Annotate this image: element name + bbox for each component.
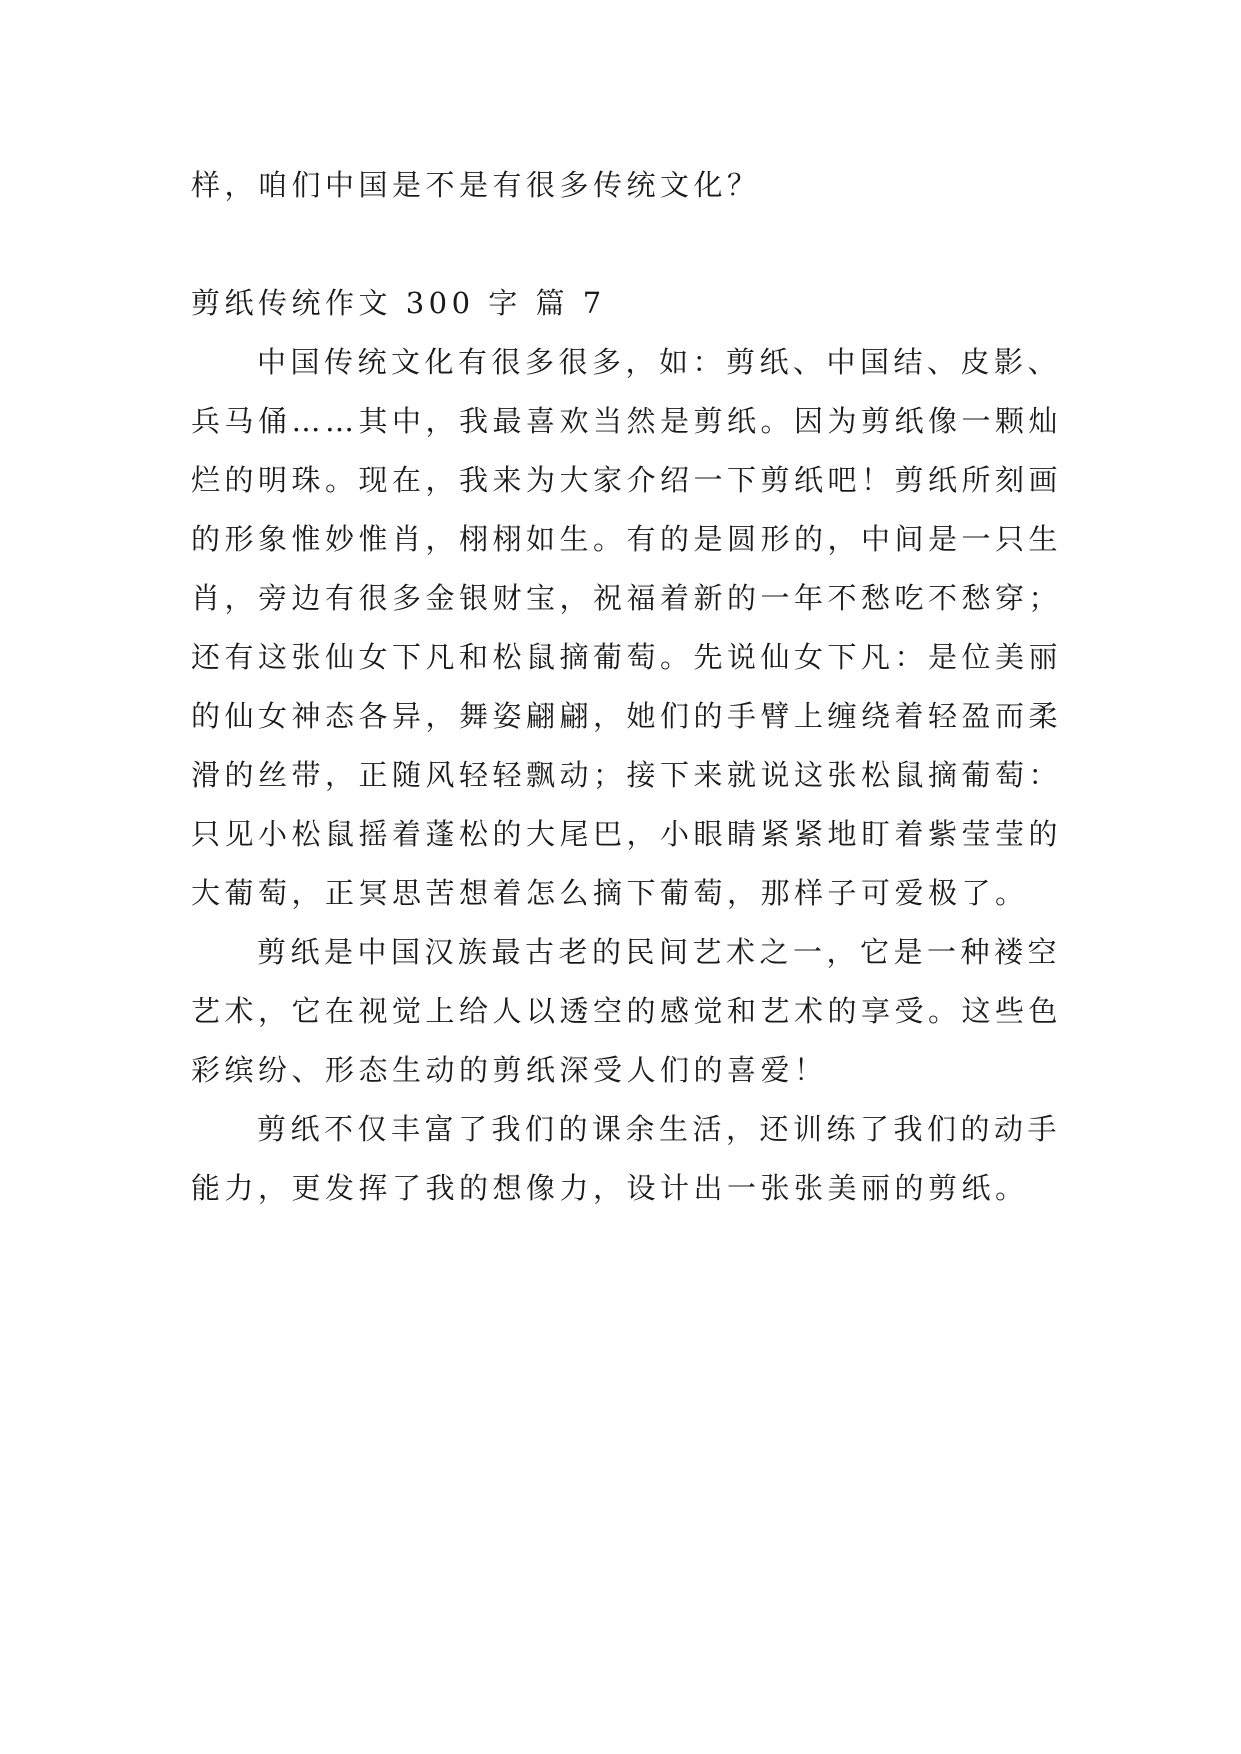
- paragraph-1: [191, 333, 1063, 923]
- text-line: 烂的明珠。现在，我来为大家介绍一下剪纸吧！剪纸所刻画: [191, 463, 1063, 497]
- text-line: 还有这张仙女下凡和松鼠摘葡萄。先说仙女下凡：是位美丽: [191, 640, 1063, 674]
- text-line: 滑的丝带，正随风轻轻飘动；接下来就说这张松鼠摘葡萄：: [191, 758, 1063, 792]
- paragraph-2: [191, 923, 1063, 1100]
- text-line: 剪纸不仅丰富了我们的课余生活，还训练了我们的动手: [257, 1112, 1062, 1146]
- essay-body: [191, 333, 1063, 1218]
- text-line: 样，咱们中国是不是有很多传统文化？: [191, 168, 761, 202]
- text-line: 的形象惟妙惟肖，栩栩如生。有的是圆形的，中间是一只生: [191, 522, 1063, 556]
- text-line: 兵马俑……其中，我最喜欢当然是剪纸。因为剪纸像一颗灿: [191, 404, 1063, 438]
- text-line: 艺术，它在视觉上给人以透空的感觉和艺术的享受。这些色: [191, 994, 1063, 1028]
- text-line: 彩缤纷、形态生动的剪纸深受人们的喜爱！: [191, 1053, 828, 1087]
- paragraph-3: [191, 1100, 1062, 1218]
- text-line: 大葡萄，正冥思苦想着怎么摘下葡萄，那样子可爱极了。: [191, 876, 1029, 910]
- text-line: 只见小松鼠摇着蓬松的大尾巴，小眼睛紧紧地盯着紫莹莹的: [191, 817, 1063, 851]
- text-line: 肖，旁边有很多金银财宝，祝福着新的一年不愁吃不愁穿；: [191, 581, 1063, 615]
- text-line: 中国传统文化有很多很多，如：剪纸、中国结、皮影、: [257, 345, 1062, 379]
- text-line: 的仙女神态各异，舞姿翩翩，她们的手臂上缠绕着轻盈而柔: [191, 699, 1063, 733]
- continuation-line: [191, 156, 1051, 215]
- text-line: 剪纸是中国汉族最古老的民间艺术之一，它是一种褛空: [257, 935, 1062, 969]
- section-heading: [191, 274, 1051, 333]
- heading-text: 剪纸传统作文 300 字 篇 7: [191, 286, 606, 320]
- text-line: 能力，更发挥了我的想像力，设计出一张张美丽的剪纸。: [191, 1171, 1029, 1205]
